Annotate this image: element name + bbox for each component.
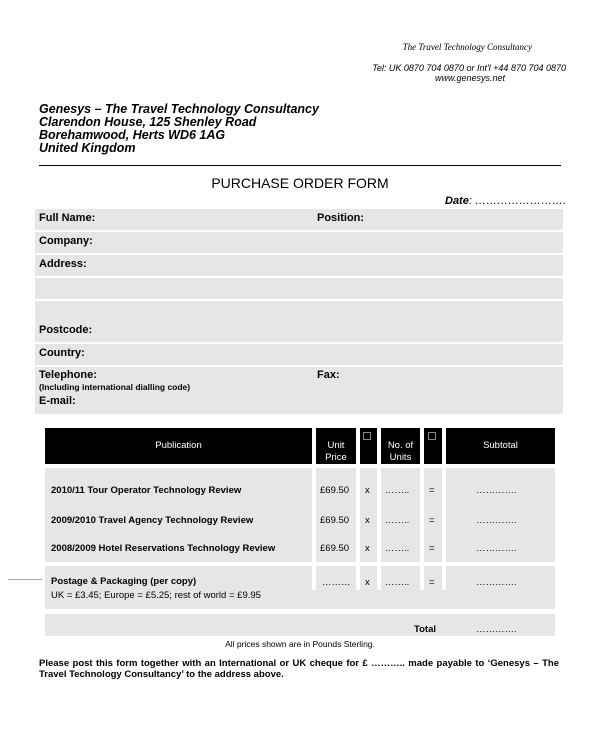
company-label: Company: [39, 235, 93, 247]
full-name-label: Full Name: [39, 212, 96, 224]
publication-name: 2010/11 Tour Operator Technology Review [51, 485, 242, 496]
date-label: Date [445, 195, 469, 207]
header-units: No. of Units [387, 440, 414, 463]
postage-price[interactable]: ……… [322, 577, 351, 588]
col-sep [442, 464, 446, 590]
checkbox-icon [428, 432, 436, 440]
publication-name: 2008/2009 Hotel Reservations Technology Review [51, 543, 276, 554]
subtotal-value[interactable]: …………. [476, 577, 517, 588]
address-line-1: Genesys – The Travel Technology Consultancy [39, 102, 319, 116]
margin-line [8, 579, 42, 580]
postcode-row[interactable] [35, 321, 563, 342]
header-publication: Publication [155, 440, 202, 451]
subtotal-value[interactable]: …………. [476, 485, 517, 496]
col-sep [420, 464, 424, 590]
page-title: PURCHASE ORDER FORM [211, 175, 389, 191]
units-input[interactable]: …….. [385, 515, 410, 526]
times-sign: x [365, 515, 370, 526]
col-sep [356, 464, 360, 590]
equals-sign: = [429, 543, 435, 554]
subtotal-value[interactable]: …………. [476, 515, 517, 526]
row-gap [45, 610, 555, 614]
fax-label: Fax: [317, 369, 340, 381]
address-row-2[interactable] [35, 278, 563, 299]
header-web: www.genesys.net [434, 73, 505, 83]
header-company: The Travel Technology Consultancy [402, 42, 532, 52]
email-row[interactable] [35, 393, 563, 414]
header-subtotal: Subtotal [483, 440, 518, 451]
col-sep [312, 464, 316, 590]
postage-label: Postage & Packaging (per copy) [51, 576, 197, 587]
equals-sign: = [429, 577, 435, 588]
date-dots: : ……………………. [468, 195, 567, 207]
units-input[interactable]: …….. [385, 543, 410, 554]
unit-price: £69.50 [320, 515, 350, 526]
times-sign: x [365, 577, 370, 588]
telephone-label: Telephone: [39, 369, 97, 381]
times-sign: x [365, 485, 370, 496]
publication-name: 2009/2010 Travel Agency Technology Review [51, 515, 254, 526]
email-label: E-mail: [39, 395, 76, 407]
position-label: Position: [317, 212, 365, 224]
address-line-3: Borehamwood, Herts WD6 1AG [39, 128, 226, 142]
units-input[interactable]: …….. [385, 577, 410, 588]
telephone-note: (Including international dialling code) [39, 382, 191, 392]
total-value[interactable]: …………. [476, 624, 517, 635]
header-unit-price: Unit Price [325, 440, 347, 463]
header-sep-2 [356, 428, 360, 464]
header-sep-4 [420, 428, 424, 464]
address-row-3[interactable] [35, 301, 563, 322]
times-sign: x [365, 543, 370, 554]
checkbox-icon [363, 432, 371, 440]
equals-sign: = [429, 515, 435, 526]
currency-note: All prices shown are in Pounds Sterling. [225, 639, 375, 649]
instruction-text: Please post this form together with an International or UK cheque for £ ……….. made payable to ‘Genesys – The Travel Technology Consultancy’ to the address above. [39, 658, 559, 680]
total-label: Total [414, 624, 436, 635]
address-line-4: United Kingdom [39, 141, 136, 155]
subtotal-value[interactable]: …………. [476, 543, 517, 554]
header-tel: Tel: UK 0870 704 0870 or Int'l +44 870 704 0870 [372, 63, 566, 73]
telephone-row[interactable] [35, 367, 563, 393]
divider [39, 165, 561, 166]
units-input[interactable]: …….. [385, 485, 410, 496]
postcode-label: Postcode: [39, 324, 93, 336]
company-row[interactable] [35, 232, 563, 253]
address-line-2: Clarendon House, 125 Shenley Road [39, 115, 257, 129]
date-field[interactable] [445, 195, 566, 207]
equals-sign: = [429, 485, 435, 496]
postage-rates: UK = £3.45; Europe = £5.25; rest of world = £9.95 [51, 590, 261, 601]
full-name-row[interactable] [35, 209, 563, 230]
unit-price: £69.50 [320, 485, 350, 496]
address-label: Address: [39, 258, 87, 270]
country-row[interactable] [35, 344, 563, 365]
address-row[interactable] [35, 255, 563, 276]
unit-price: £69.50 [320, 543, 350, 554]
col-sep [377, 464, 381, 590]
country-label: Country: [39, 347, 85, 359]
